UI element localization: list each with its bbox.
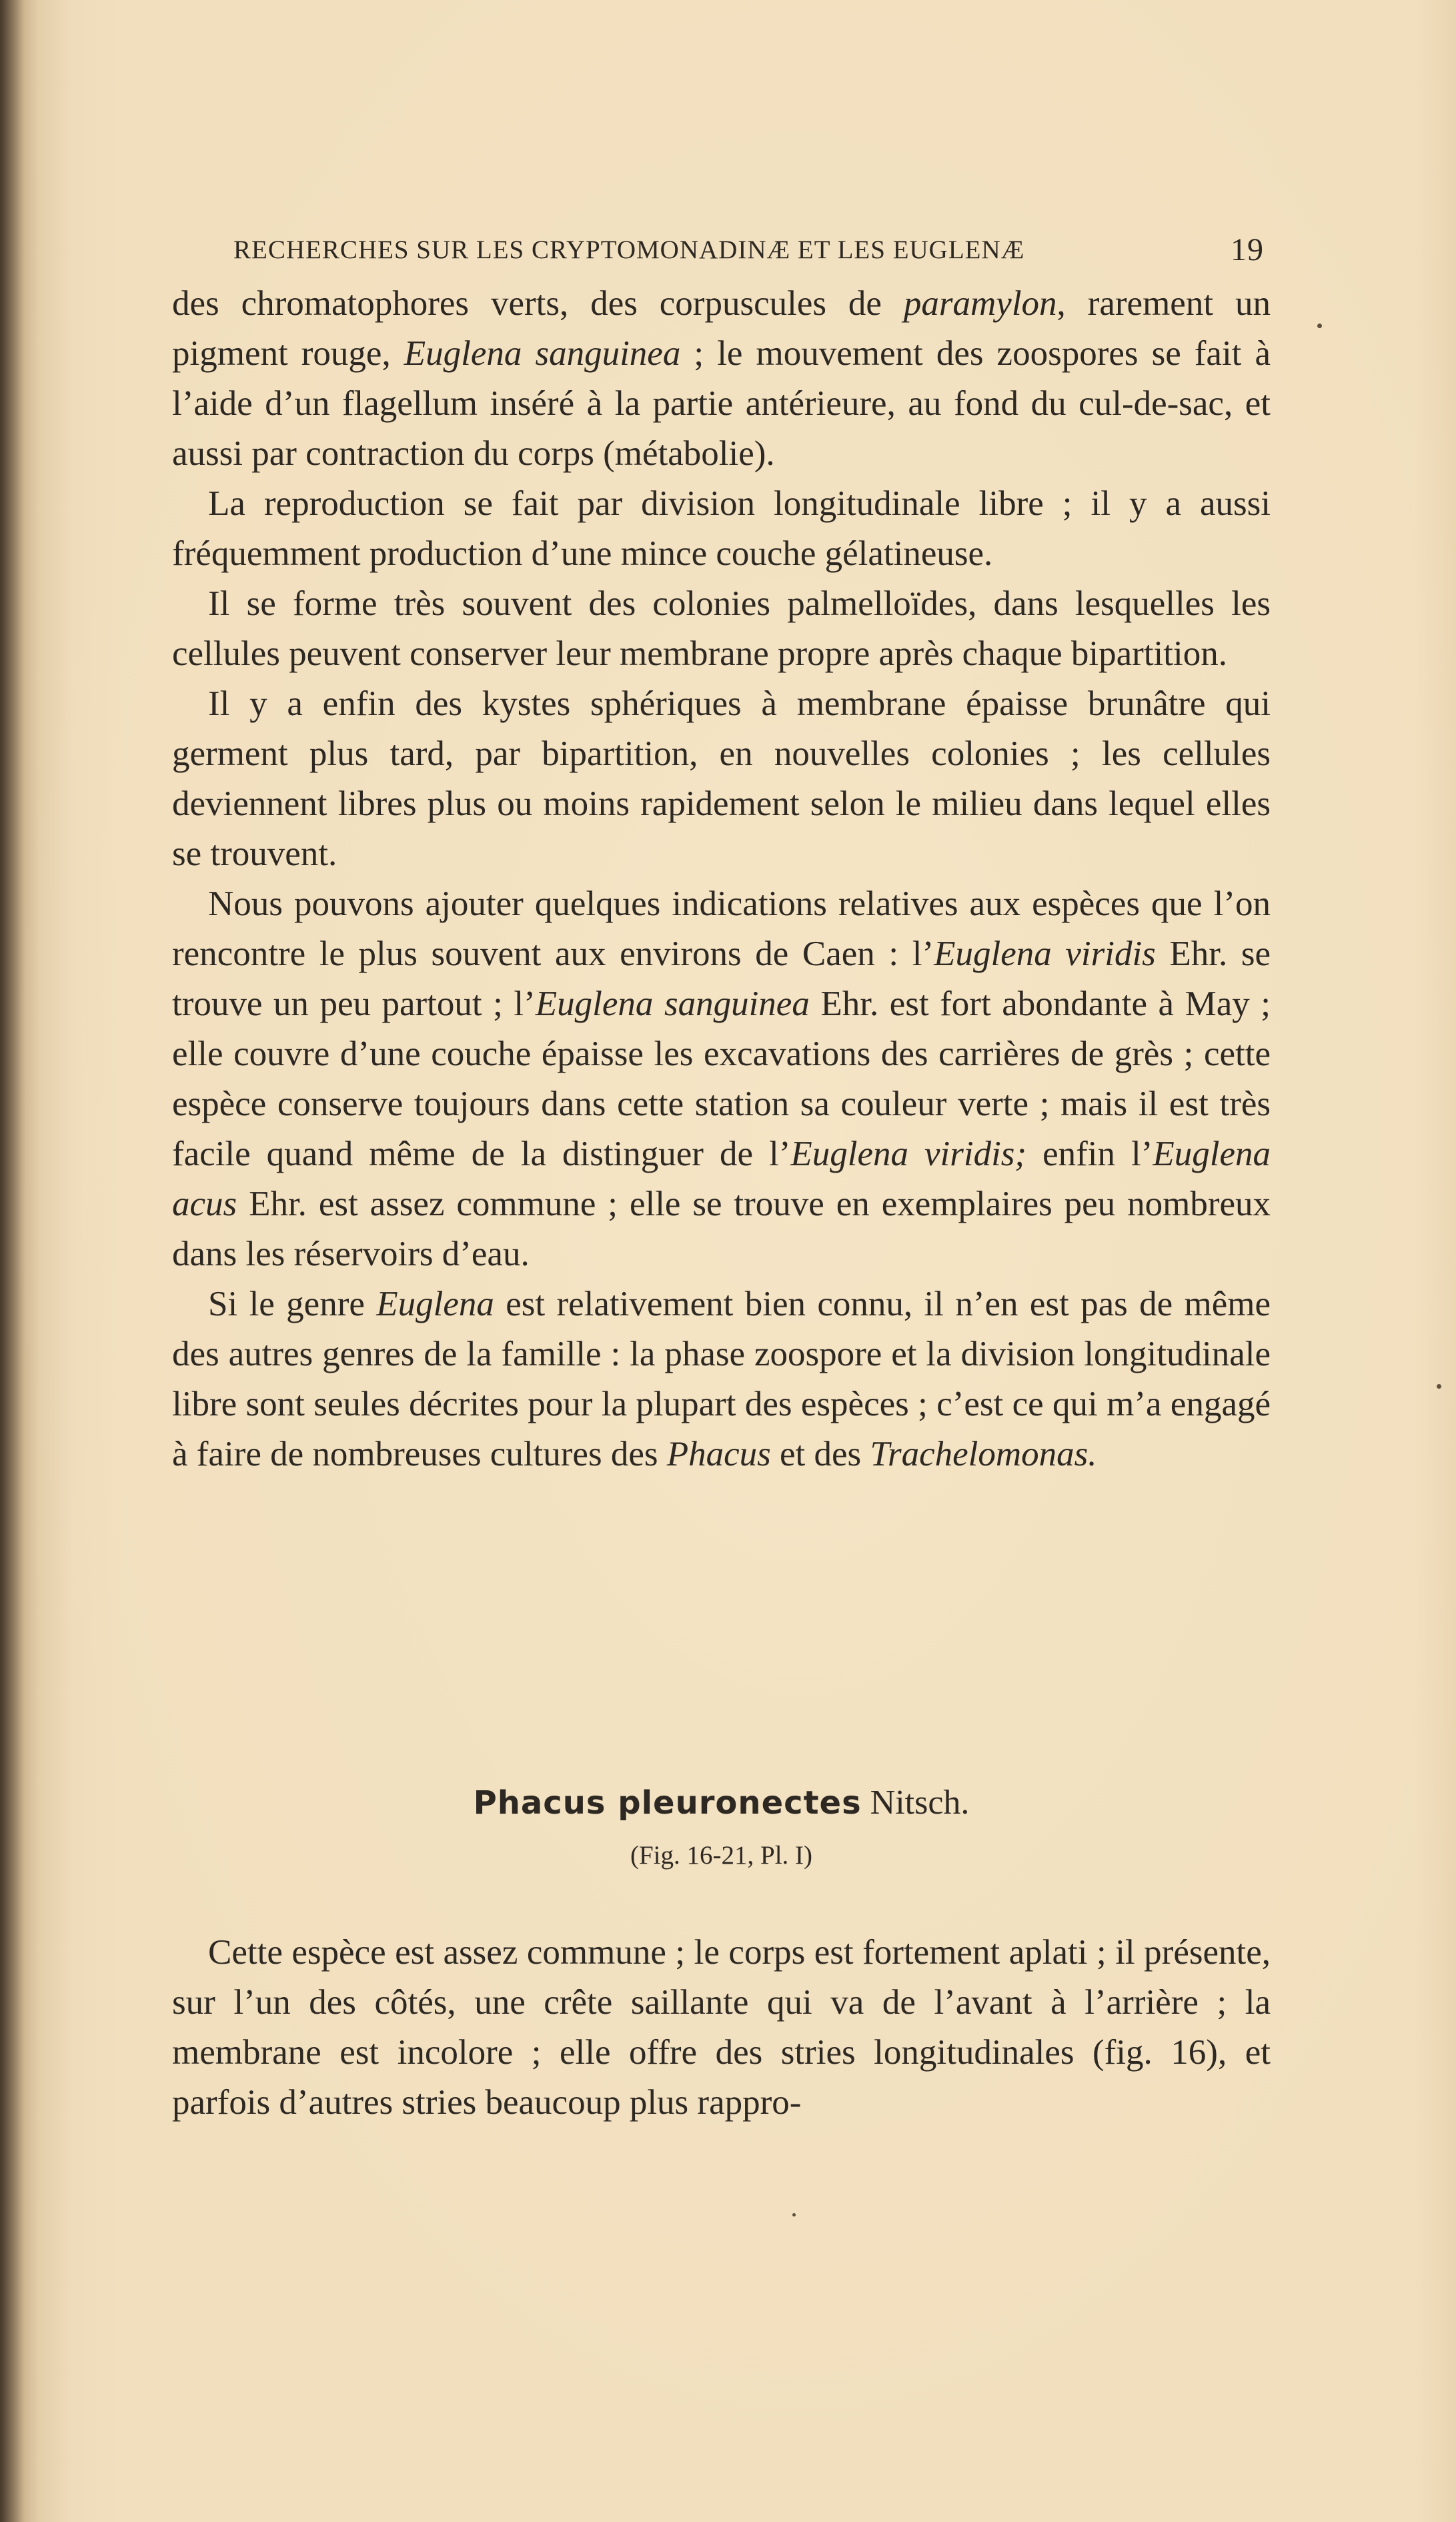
running-head-title: RECHERCHES SUR LES CRYPTOMONADINÆ ET LES EUGLENÆ [233, 235, 1025, 264]
italic-text-run: Euglena viridis; [790, 1135, 1027, 1173]
text-run: des chromatophores verts, des corpuscules de [172, 284, 904, 323]
text-run: Ehr. se trouve un peu partout ; l’ [172, 934, 1271, 1023]
text-run: Ehr. est assez commune ; elle se trouve en exemplaires peu nombreux dans les réservoirs d’eau. [172, 1185, 1271, 1273]
italic-text-run: Euglena viridis [934, 934, 1156, 973]
italic-text-run: paramylon [903, 284, 1057, 323]
text-run: , rarement un pigment rouge, [172, 284, 1271, 373]
body-text [172, 279, 1271, 1479]
italic-text-run: Euglena sanguinea [404, 334, 681, 373]
binding-shadow [0, 0, 25, 2522]
paragraph [172, 679, 1271, 879]
italic-text-run: Euglena [376, 1285, 494, 1323]
species-heading [172, 1773, 1271, 1833]
paragraph [172, 479, 1271, 579]
text-run: Cette espèce est assez commune ; le corps est fortement aplati ; il présente, sur l’un des côtés, une crête saillante qui va de l’avant à l’arrière ; la membrane est incolore ; elle offre des stries longitudinales (fig. 16), et parfois d’autres stries beaucoup plus rappro- [172, 1933, 1271, 2122]
running-head [233, 232, 1264, 268]
paper-speck [792, 2213, 796, 2217]
text-run: Ehr. est fort abondante à May ; elle couvre d’une couche épaisse les excavations des carrières de grès ; cette espèce conserve toujours dans cette station sa couleur verte ; mais il est très facile quand même de la distinguer de l’ [172, 985, 1271, 1173]
figure-reference: (Fig. 16-21, Pl. I) [630, 1841, 812, 1870]
paragraph [172, 1928, 1271, 2128]
italic-text-run: Phacus [666, 1435, 771, 1473]
paragraph [172, 579, 1271, 679]
italic-text-run: Euglena acus [172, 1135, 1271, 1223]
species-name: Phacus pleuronectes [473, 1784, 862, 1822]
text-run: Nous pouvons ajouter quelques indications relatives aux espèces que l’on rencontre le plus souvent aux environs de Caen : l’ [172, 884, 1271, 973]
paragraph [172, 279, 1271, 479]
text-run: Si le genre [208, 1285, 377, 1323]
text-run: enfin l’ [1026, 1135, 1153, 1173]
paragraph [172, 879, 1271, 1279]
section-body-text [172, 1928, 1271, 2128]
text-run: Il y a enfin des kystes sphériques à membrane épaisse brunâtre qui germent plus tard, par bipartition, en nouvelles colonies ; les cellules deviennent libres plus ou moins rapidement selon le milieu dans lequel elles se trouvent. [172, 684, 1271, 873]
text-run: ; le mouvement des zoospores se fait à l’aide d’un flagellum inséré à la partie antérieure, au fond du cul-de-sac, et aussi par contraction du corps (métabolie). [172, 334, 1271, 473]
italic-text-run: Euglena sanguinea [535, 985, 810, 1023]
italic-text-run: Trachelomonas. [870, 1435, 1097, 1473]
text-run: La reproduction se fait par division longitudinale libre ; il y a aussi fréquemment production d’une mince couche gélatineuse. [172, 484, 1271, 573]
paragraph [172, 1279, 1271, 1479]
page-number: 19 [1231, 232, 1264, 267]
text-run: et des [770, 1435, 870, 1473]
paper-speck [1437, 1384, 1441, 1389]
species-author: Nitsch. [861, 1784, 970, 1822]
text-run: est relativement bien connu, il n’en est pas de même des autres genres de la famille : la phase zoospore et la division longitudinale libre sont seules décrites pour la plupart des espèces ; c’est ce qui m’a engagé à faire de nombreuses cultures des [172, 1285, 1271, 1473]
text-run: Il se forme très souvent des colonies palmelloïdes, dans lesquelles les cellules peuvent conserver leur membrane propre après chaque bipartition. [172, 584, 1271, 673]
paper-speck [1317, 324, 1322, 328]
